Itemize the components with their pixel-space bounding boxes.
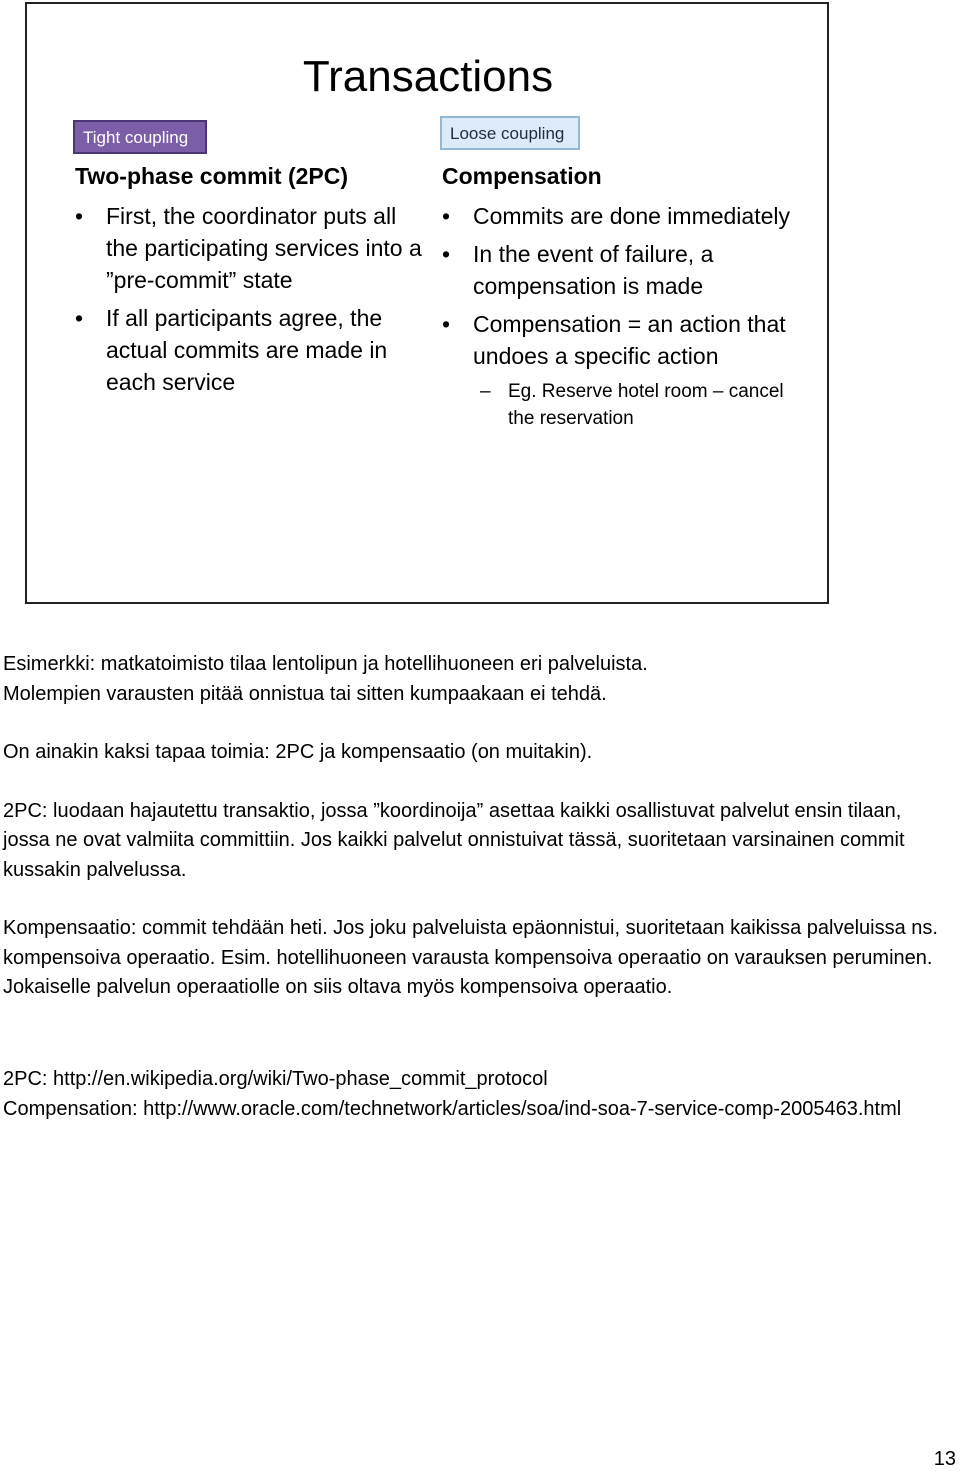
bullet-item: • First, the coordinator puts all the participating services into a ”pre-commit” state <box>75 200 425 296</box>
compensation-heading: Compensation <box>442 163 602 189</box>
notes-paragraph: On ainakin kaksi tapaa toimia: 2PC ja kompensaatio (on muitakin). <box>3 741 593 763</box>
reference-2pc: 2PC: http://en.wikipedia.org/wiki/Two-phase_commit_protocol <box>3 1068 548 1090</box>
loose-coupling-badge: Loose coupling <box>440 116 580 150</box>
notes-paragraph: Molempien varausten pitää onnistua tai sitten kumpaakaan ei tehdä. <box>3 682 607 705</box>
reference-compensation: Compensation: http://www.oracle.com/technetwork/articles/soa/ind-soa-7-service-comp-2005463.html <box>3 1097 902 1120</box>
two-phase-commit-heading: Two-phase commit (2PC) <box>75 163 349 189</box>
notes-paragraph: Kompensaatio: commit tehdään heti. Jos joku palveluista epäonnistui, suoritetaan kaikissa palveluissa ns. kompensoiva operaatio. Esim. hotellihuoneen varausta kompensoiva operaatio on varauksen peruminen. Jokaiselle palvelun operaatiolle on siis oltava myös kompensoiva operaatio. <box>3 917 938 998</box>
bullet-item: • In the event of failure, a compensation is made <box>442 238 802 302</box>
references <box>3 1065 953 1124</box>
sub-bullet-item: – Eg. Reserve hotel room – cancel the reservation <box>442 378 802 432</box>
bullet-item: • Compensation = an action that undoes a specific action <box>442 308 802 372</box>
page-number: 13 <box>933 1448 956 1470</box>
bullet-item: • Commits are done immediately <box>442 200 802 232</box>
speaker-notes <box>3 650 953 1032</box>
slide-title: Transactions <box>302 52 554 101</box>
notes-paragraph: Esimerkki: matkatoimisto tilaa lentolipun ja hotellihuoneen eri palveluista. <box>3 653 648 675</box>
slide <box>25 2 829 604</box>
compensation-column <box>442 160 802 432</box>
tight-coupling-badge: Tight coupling <box>73 120 207 154</box>
two-phase-commit-column <box>75 160 425 404</box>
notes-paragraph: 2PC: luodaan hajautettu transaktio, jossa ”koordinoija” asettaa kaikki osallistuvat palvelut ensin tilaan, jossa ne ovat valmiita committiin. Jos kaikki palvelut onnistuivat tässä, suoritetaan varsinainen commit kussakin palvelussa. <box>3 799 905 881</box>
bullet-item: • If all participants agree, the actual commits are made in each service <box>75 302 425 398</box>
